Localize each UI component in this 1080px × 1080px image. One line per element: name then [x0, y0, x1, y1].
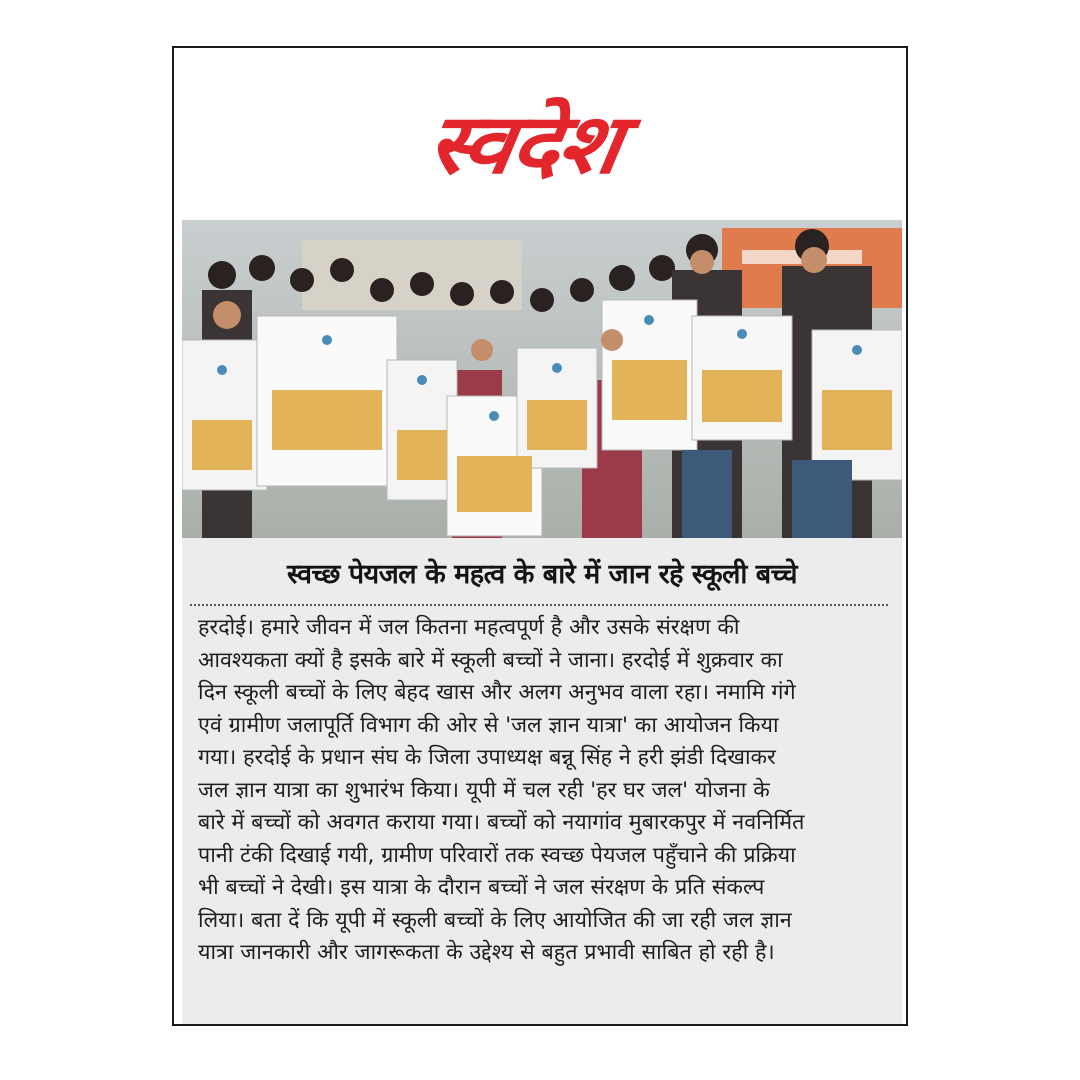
article-body: [198, 612, 888, 970]
article-line: लिया। बता दें कि यूपी में स्कूली बच्चों के लिए आयोजित की जा रही जल ज्ञान: [198, 907, 792, 933]
masthead-logo-text: स्वदेश: [421, 95, 626, 192]
article-line: हरदोई। हमारे जीवन में जल कितना महत्वपूर्ण है और उसके संरक्षण की: [198, 615, 740, 640]
article-line: एवं ग्रामीण जलापूर्ति विभाग की ओर से 'जल ज्ञान यात्रा' का आयोजन किया: [198, 712, 779, 738]
article-line: दिन स्कूली बच्चों के लिए बेहद खास और अलग अनुभव वाला रहा। नमामि गंगे: [198, 680, 796, 705]
article-line: आवश्यकता क्यों है इसके बारे में स्कूली बच्चों ने जाना। हरदोई में शुक्रवार का: [198, 647, 783, 673]
news-photo-illustration: [182, 220, 902, 538]
article-line: यात्रा जानकारी और जागरूकता के उद्देश्य से बहुत प्रभावी साबित हो रही है।: [198, 940, 775, 965]
article-line: बारे में बच्चों को अवगत कराया गया। बच्चों को नयागांव मुबारकपुर में नवनिर्मित: [198, 810, 805, 835]
newspaper-clipping-frame: [172, 46, 908, 1026]
article-line: भी बच्चों ने देखी। इस यात्रा के दौरान बच्चों ने जल संरक्षण के प्रति संकल्प: [198, 875, 765, 900]
article-line: पानी टंकी दिखाई गयी, ग्रामीण परिवारों तक स्वच्छ पेयजल पहुँचाने की प्रक्रिया: [198, 842, 796, 868]
article-line: गया। हरदोई के प्रधान संघ के जिला उपाध्यक्ष बन्नू सिंह ने हरी झंडी दिखाकर: [198, 745, 776, 770]
article-line: जल ज्ञान यात्रा का शुभारंभ किया। यूपी में चल रही 'हर घर जल' योजना के: [198, 777, 770, 803]
newspaper-masthead: [314, 70, 734, 210]
news-photo: [182, 220, 902, 538]
headline-divider: [190, 604, 888, 606]
article-clipping: [182, 538, 902, 1024]
article-headline: स्वच्छ पेयजल के महत्व के बारे में जान रहे स्कूली बच्चे: [286, 559, 798, 590]
